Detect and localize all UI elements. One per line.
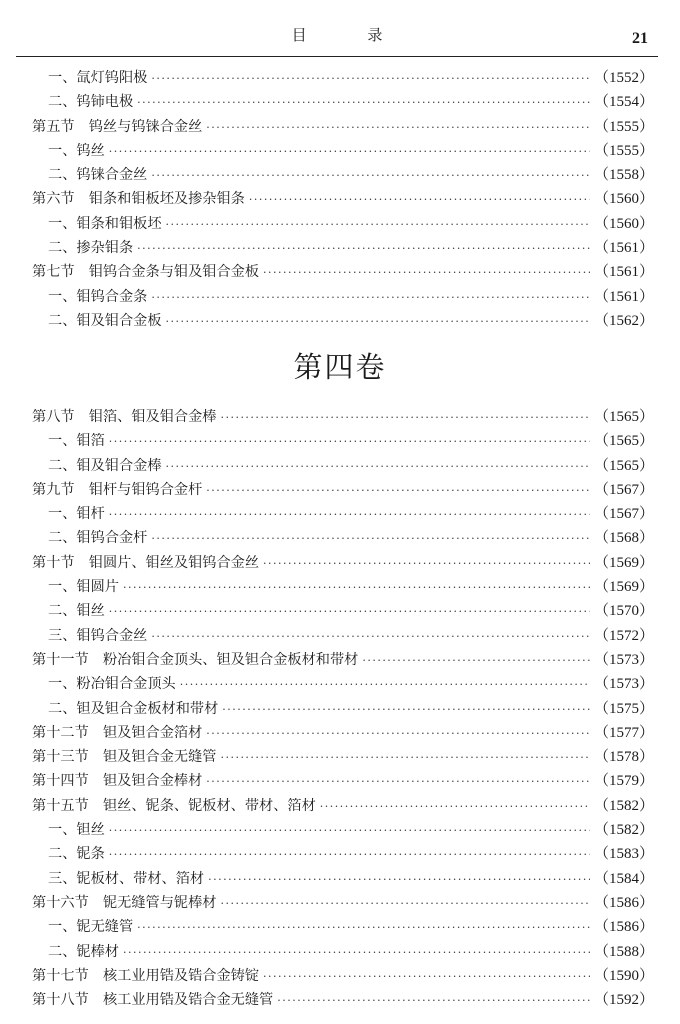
toc-entry-label: 二、钨铼合金丝 [48,167,148,184]
toc-entry-label: 二、钨铈电极 [48,94,134,111]
page-title: 目 录 [291,26,411,44]
dot-leader [137,237,590,261]
toc-subentry [0,624,654,648]
dot-leader [206,116,590,140]
dot-leader [277,989,590,1013]
dot-leader [109,600,590,624]
toc-section-entry [0,187,654,211]
dot-leader [123,941,590,965]
dot-leader [151,164,590,188]
toc-section-entry [0,478,654,502]
toc-entry-page: （1560） [593,191,654,208]
toc-entry-label: 一、钼杆 [48,506,105,523]
toc-entry-page: （1588） [593,943,654,960]
dot-leader [151,527,590,551]
dot-leader [206,770,590,794]
toc-entry-label: 第九节 钼杆与钼钨合金杆 [32,481,203,498]
toc-entry-page: （1565） [593,457,654,474]
toc-entry-page: （1555） [593,142,654,159]
toc-entry-page: （1560） [593,215,654,232]
dot-leader [151,625,590,649]
toc-section-entry [0,721,654,745]
toc-entry-label: 第五节 钨丝与钨铼合金丝 [32,118,203,135]
toc-entry-page: （1561） [593,240,654,257]
toc-entry-page: （1565） [593,409,654,425]
toc-section-entry [0,648,654,672]
toc-entry-label: 一、粉冶钼合金顶头 [48,676,176,693]
toc-entry-label: 第八节 钼箔、钼及钼合金棒 [32,409,217,425]
toc-subentry [0,867,654,891]
toc-entry-label: 第十一节 粉冶钼合金顶头、钽及钽合金板材和带材 [32,651,359,668]
toc-entry-label: 第十六节 铌无缝管与铌棒材 [32,894,217,911]
dot-leader [109,430,590,454]
toc-entry-page: （1579） [593,773,654,790]
toc-subentry [0,575,654,599]
dot-leader [320,795,590,819]
toc-entry-page: （1573） [593,676,654,693]
toc-section-entry [0,794,654,818]
toc-subentry [0,915,654,939]
toc-entry-label: 第六节 钼条和钼板坯及掺杂钼条 [32,191,245,208]
toc-entry-page: （1582） [593,822,654,839]
dot-leader [220,406,590,430]
toc-entry-label: 三、钼钨合金丝 [48,627,148,644]
dot-leader [109,140,590,164]
dot-leader [123,576,590,600]
toc-entry-page: （1567） [593,506,654,523]
dot-leader [109,843,590,867]
toc-entry-label: 第十三节 钽及钽合金无缝管 [32,749,217,766]
toc-entry-label: 二、掺杂钼条 [48,240,134,257]
toc-section-entry [0,988,654,1012]
toc-entry-label: 一、钽丝 [48,822,105,839]
dot-leader [263,552,590,576]
toc-entry-page: （1562） [593,312,654,329]
toc-subentry [0,236,654,260]
toc-entry-label: 一、钼条和钼板坯 [48,215,162,232]
toc-subentry [0,502,654,526]
toc-entry-label: 二、铌棒材 [48,943,119,960]
toc-entry-label: 第七节 钼钨合金条与钼及钼合金板 [32,264,260,281]
dot-leader [166,455,590,479]
toc-list-volume3 [0,66,680,333]
dot-leader [151,67,590,91]
toc-subentry [0,454,654,478]
toc-entry-label: 一、钼钨合金条 [48,288,148,305]
dot-leader [180,673,590,697]
toc-subentry [0,309,654,333]
dot-leader [220,746,590,770]
dot-leader [263,261,590,285]
dot-leader [220,892,590,916]
toc-entry-label: 第十八节 核工业用锆及锆合金无缝管 [32,992,274,1009]
dot-leader [151,286,590,310]
toc-subentry [0,163,654,187]
toc-entry-label: 一、氙灯钨阳极 [48,70,148,86]
toc-entry-page: （1561） [593,264,654,281]
dot-leader [109,819,590,843]
toc-section-entry [0,769,654,793]
dot-leader [206,479,590,503]
volume-title: 第四卷 [293,350,387,384]
toc-subentry [0,526,654,550]
toc-subentry [0,818,654,842]
toc-entry-page: （1586） [593,919,654,936]
toc-entry-page: （1583） [593,846,654,863]
toc-entry-page: （1584） [593,870,654,887]
toc-entry-page: （1555） [593,118,654,135]
toc-subentry [0,212,654,236]
page-number: 21 [632,30,648,47]
toc-entry-page: （1570） [593,603,654,620]
toc-entry-page: （1582） [593,797,654,814]
toc-entry-page: （1569） [593,579,654,596]
toc-section-entry [0,745,654,769]
dot-leader [362,649,590,673]
toc-subentry [0,842,654,866]
dot-leader [222,698,590,722]
toc-entry-label: 二、钼丝 [48,603,105,620]
toc-section-entry [0,405,654,429]
toc-entry-page: （1568） [593,530,654,547]
toc-entry-label: 一、钨丝 [48,142,105,159]
toc-section-entry [0,891,654,915]
toc-entry-page: （1586） [593,894,654,911]
toc-subentry [0,139,654,163]
toc-entry-label: 二、钽及钽合金板材和带材 [48,700,219,717]
toc-entry-label: 第十五节 钽丝、铌条、铌板材、带材、箔材 [32,797,316,814]
toc-section-entry [0,260,654,284]
toc-section-entry [0,115,654,139]
toc-entry-page: （1561） [593,288,654,305]
toc-subentry [0,429,654,453]
toc-entry-page: （1554） [593,94,654,111]
toc-entry-page: （1578） [593,749,654,766]
toc-subentry [0,66,654,90]
toc-entry-label: 一、钼圆片 [48,579,119,596]
toc-entry-page: （1572） [593,627,654,644]
toc-entry-label: 二、钼及钼合金棒 [48,457,162,474]
dot-leader [166,213,590,237]
toc-entry-page: （1565） [593,433,654,450]
toc-entry-page: （1577） [593,724,654,741]
toc-subentry [0,90,654,114]
toc-entry-page: （1552） [593,70,654,86]
toc-subentry [0,697,654,721]
toc-entry-page: （1567） [593,481,654,498]
toc-entry-label: 第十节 钼圆片、钼丝及钼钨合金丝 [32,554,260,571]
toc-entry-page: （1592） [593,992,654,1009]
toc-subentry [0,599,654,623]
page-header [16,22,658,57]
toc-entry-label: 二、钼及钼合金板 [48,312,162,329]
toc-entry-page: （1558） [593,167,654,184]
toc-entry-label: 二、钼钨合金杆 [48,530,148,547]
dot-leader [166,310,590,334]
dot-leader [137,916,590,940]
toc-subentry [0,940,654,964]
toc-entry-label: 二、铌条 [48,846,105,863]
toc-section-entry [0,964,654,988]
toc-entry-label: 三、铌板材、带材、箔材 [48,870,205,887]
toc-subentry [0,285,654,309]
toc-entry-label: 第十二节 钽及钽合金箔材 [32,724,203,741]
toc-entry-label: 一、铌无缝管 [48,919,134,936]
toc-list-volume4 [0,405,680,1012]
toc-entry-page: （1575） [593,700,654,717]
dot-leader [206,722,590,746]
toc-entry-page: （1573） [593,651,654,668]
dot-leader [249,188,590,212]
toc-entry-page: （1569） [593,554,654,571]
toc-section-entry [0,551,654,575]
dot-leader [137,91,590,115]
dot-leader [208,868,590,892]
dot-leader [109,503,590,527]
toc-subentry [0,672,654,696]
toc-entry-page: （1590） [593,967,654,984]
toc-entry-label: 第十四节 钽及钽合金棒材 [32,773,203,790]
toc-entry-label: 一、钼箔 [48,433,105,450]
toc-entry-label: 第十七节 核工业用锆及锆合金铸锭 [32,967,260,984]
dot-leader [263,965,590,989]
